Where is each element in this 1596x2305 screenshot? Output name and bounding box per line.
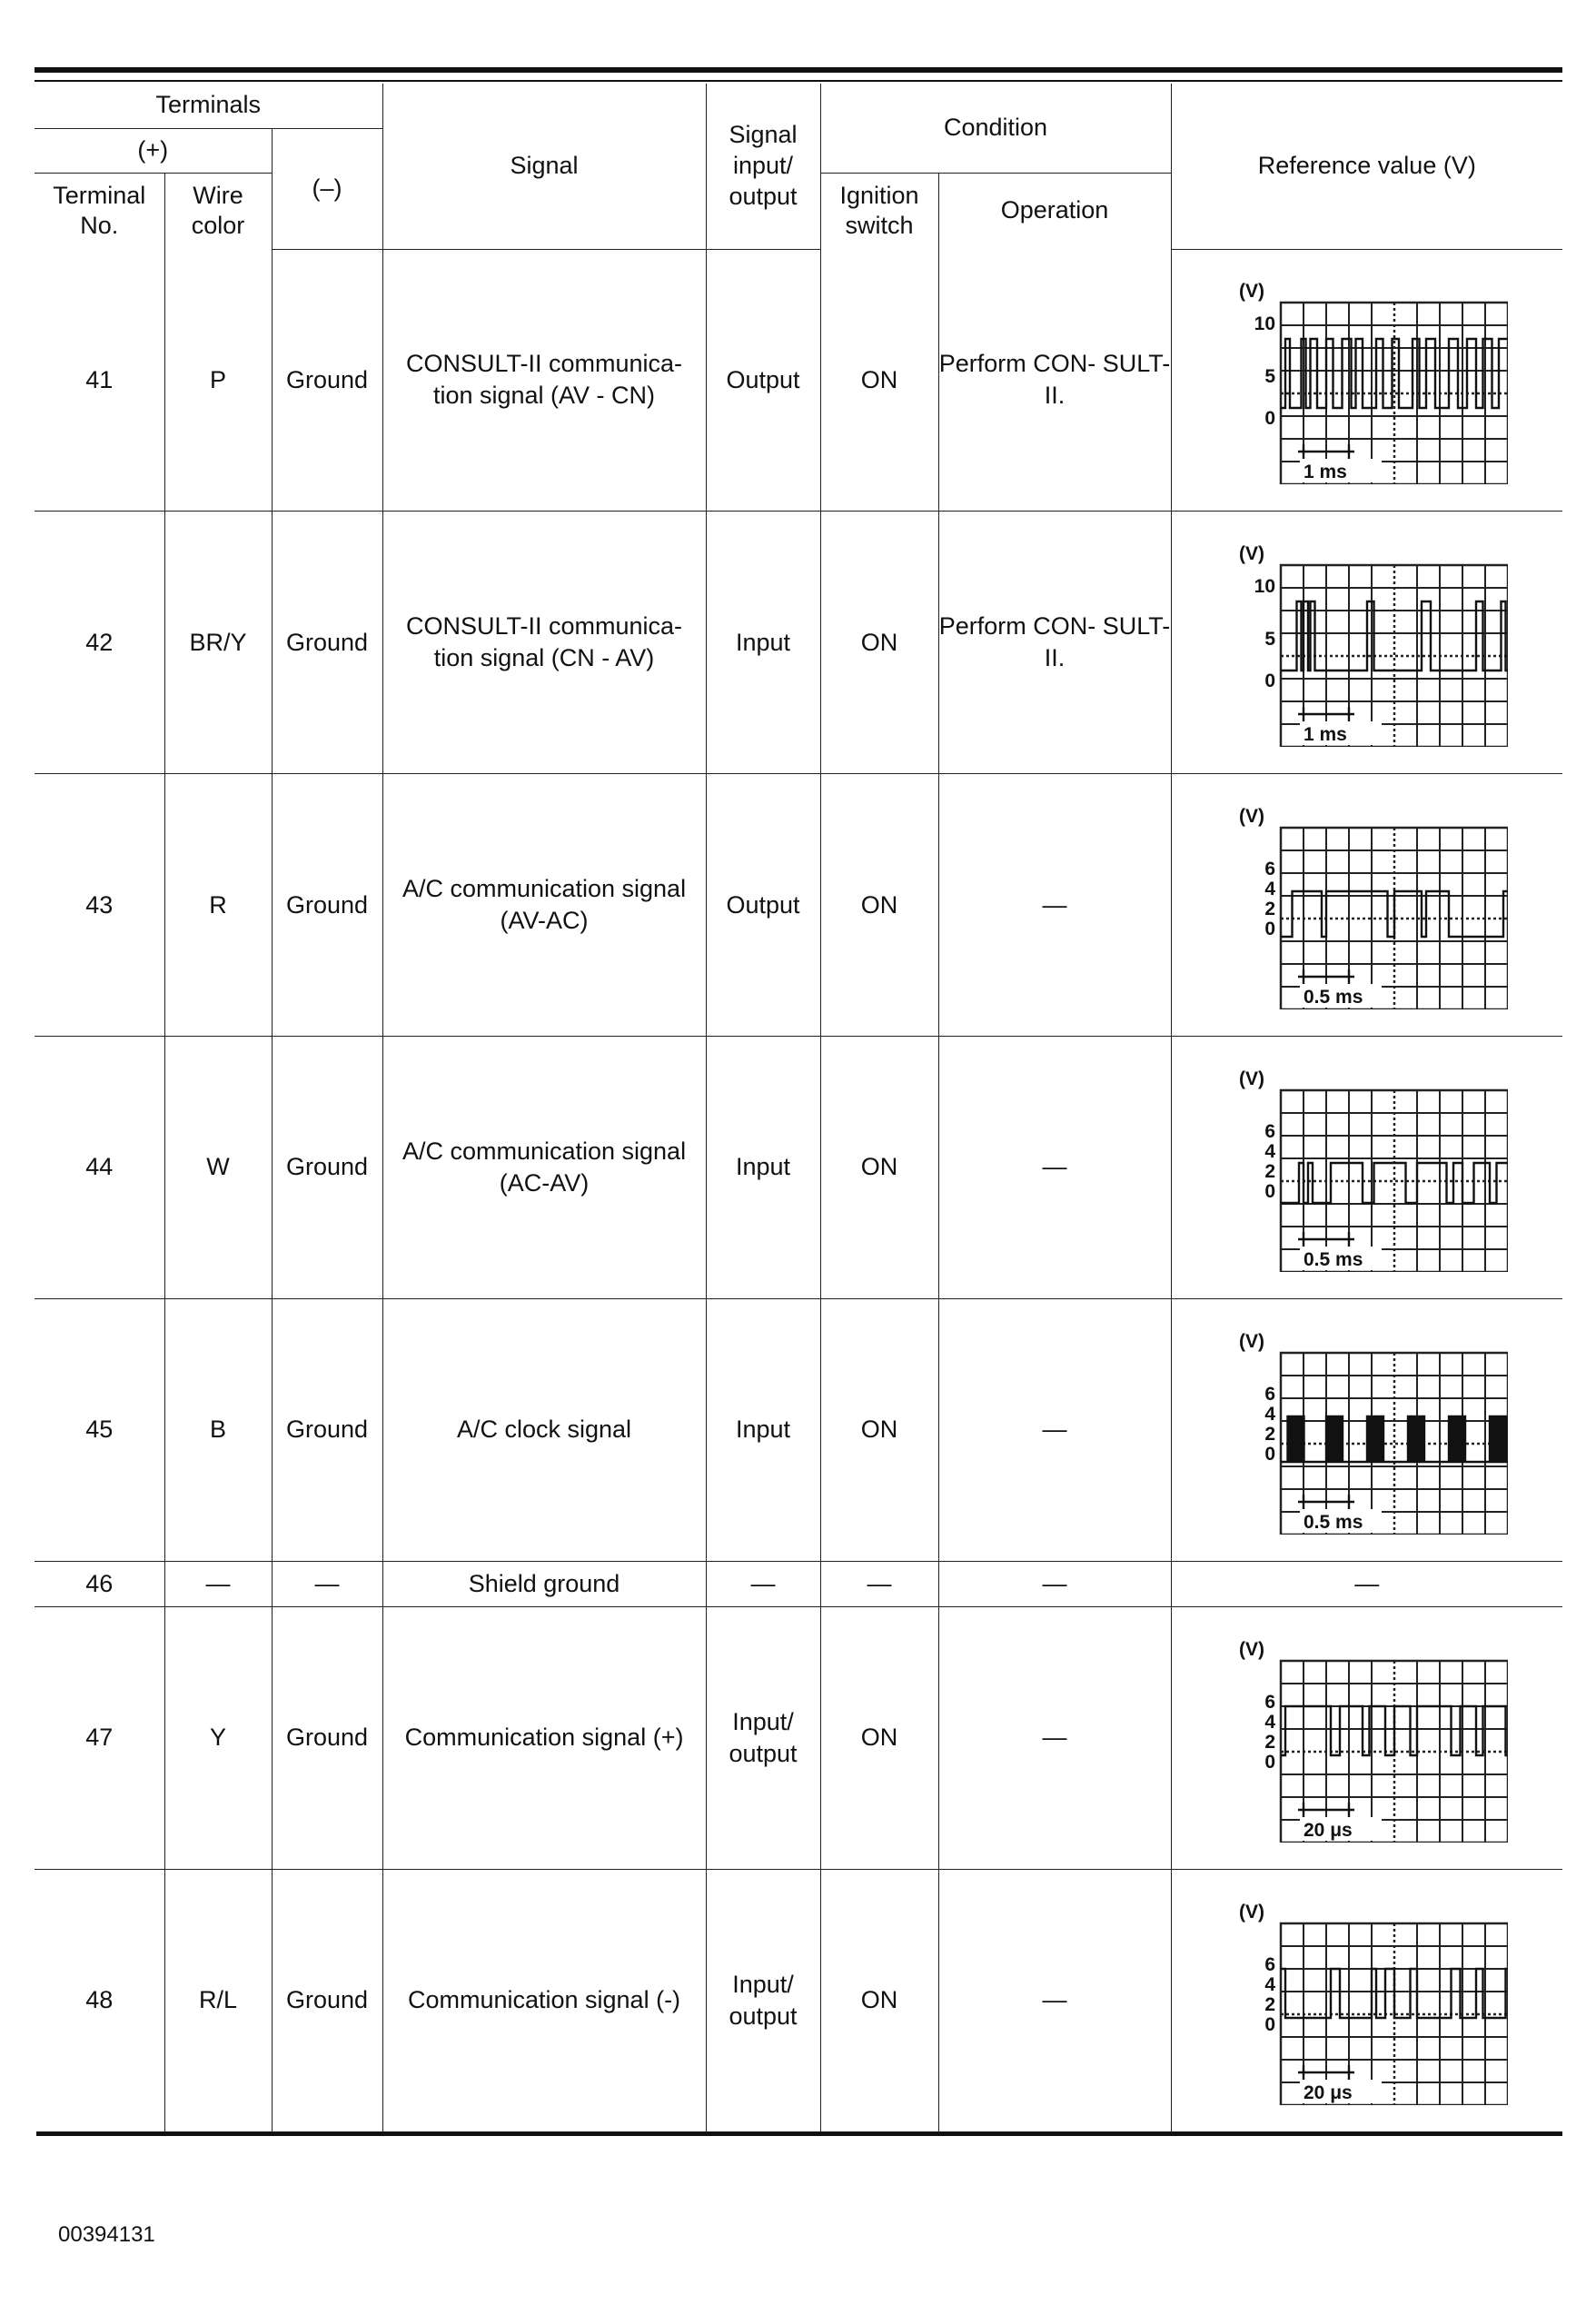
table-row [35,1036,1562,1298]
scope-tick-label: 10 [1254,576,1275,598]
scope-tick-label: 0 [1264,2013,1275,2035]
scope-unit-label: (V) [1238,806,1264,828]
terminal-no-cell [35,1869,164,2131]
scope-unit-label: (V) [1238,1638,1264,1660]
wire-color-cell [164,1036,272,1298]
oscilloscope-waveform-0 [1226,275,1508,484]
signal-io-cell [706,1561,820,1606]
terminal-no-cell-text: 41 [85,365,114,393]
header-plus: (+) [35,128,272,173]
header-terminals: Terminals [35,84,382,128]
header-terminal-no: Terminal No. [35,173,164,249]
signal-io-cell [706,249,820,512]
bottom-rule [36,2131,1562,2136]
ignition-switch-cell-text: ON [860,1986,898,2014]
header-condition: Condition [820,84,1171,173]
ignition-switch-cell [820,1869,938,2131]
document-id: 00394131 [58,2222,155,2247]
ignition-switch-cell [820,512,938,774]
scope-tick-label: 0 [1264,919,1275,940]
terminal-no-cell [35,1606,164,1869]
ignition-switch-cell-text: ON [860,1724,898,1752]
scope-unit-label: (V) [1238,1068,1264,1089]
scope-tick-label: 6 [1264,859,1275,880]
reference-value-cell [1171,512,1562,774]
table-body [35,249,1562,2131]
scope-tick-label: 5 [1264,366,1275,388]
scope-tick-label: 10 [1254,313,1275,335]
table-row [35,249,1562,512]
header-signal-io [706,84,820,249]
scope-tick-label: 6 [1264,1953,1275,1975]
oscilloscope-waveform-4 [1226,1326,1508,1535]
oscilloscope-waveform-1 [1226,538,1508,747]
signal-cell [382,512,706,774]
signal-io-cell-text: — [750,1569,776,1597]
reference-value-cell [1171,1036,1562,1298]
table-row [35,1869,1562,2131]
signal-io-cell [706,1606,820,1869]
oscilloscope-waveform-7 [1226,1896,1508,2105]
minus-terminal-cell-text: Ground [285,890,369,919]
operation-cell-text: — [1042,1416,1067,1444]
operation-cell-text: — [1042,1153,1067,1181]
terminal-no-cell-text: 44 [85,1153,114,1181]
scope-timebase-label: 0.5 ms [1303,987,1363,1008]
operation-cell [938,1606,1171,1869]
wire-color-cell-text: B [209,1416,226,1444]
minus-terminal-cell [272,774,382,1037]
scope-unit-label: (V) [1238,543,1264,565]
scope-tick-label: 0 [1264,1180,1275,1202]
ignition-switch-cell [820,774,938,1037]
minus-terminal-cell [272,1298,382,1561]
reference-value-cell [1171,1298,1562,1561]
terminal-no-cell [35,774,164,1037]
scope-tick-label: 0 [1264,408,1275,430]
terminal-no-cell-text: 47 [85,1724,114,1752]
top-rule-thin [35,80,1562,82]
scope-trace [1281,1416,1508,1462]
scope-timebase-label: 20 μs [1303,2081,1353,2103]
reference-value-cell [1171,774,1562,1037]
operation-cell-text: Perform CON- SULT-II. [938,612,1171,672]
signal-cell [382,249,706,512]
wire-color-cell [164,1561,272,1606]
scope-tick-label: 2 [1264,899,1275,920]
minus-terminal-cell [272,249,382,512]
terminal-no-cell-text: 46 [85,1569,114,1597]
operation-cell-text: — [1042,1569,1067,1597]
minus-terminal-cell [272,1869,382,2131]
scope-unit-label: (V) [1238,281,1264,303]
scope-tick-label: 6 [1264,1383,1275,1405]
operation-cell [938,512,1171,774]
signal-cell-text: CONSULT-II communica- tion signal (AV - CN) [405,350,683,410]
scope-trace [1281,1706,1508,1755]
wire-color-cell [164,512,272,774]
terminal-no-cell-text: 43 [85,890,114,919]
terminal-no-cell [35,249,164,512]
scope-timebase-label: 0.5 ms [1303,1511,1363,1533]
minus-terminal-cell-text: Ground [285,365,369,393]
signal-io-cell-text: Input/ output [729,1707,798,1767]
minus-terminal-cell [272,1606,382,1869]
table-row [35,1606,1562,1869]
minus-terminal-cell-text: Ground [285,1986,369,2014]
ignition-switch-cell-text: ON [860,890,898,919]
ignition-switch-cell [820,1298,938,1561]
signal-cell [382,1036,706,1298]
terminal-no-cell-text: 42 [85,628,114,656]
minus-terminal-cell [272,1036,382,1298]
terminal-no-cell [35,512,164,774]
scope-tick-label: 5 [1264,629,1275,651]
signal-io-cell-text: Input [735,1153,791,1181]
operation-cell [938,1561,1171,1606]
scope-timebase-label: 0.5 ms [1303,1248,1363,1270]
scope-timebase-label: 1 ms [1303,462,1347,483]
signal-io-cell-text: Output [726,365,800,393]
table-row [35,1298,1562,1561]
terminal-no-cell-text: 48 [85,1986,114,2014]
header-ignition-switch: Ignition switch [820,173,938,249]
scope-tick-label: 4 [1264,1973,1275,1995]
signal-cell [382,1869,706,2131]
scope-tick-label: 2 [1264,1160,1275,1182]
terminal-spec-table [35,84,1562,2131]
scope-tick-label: 4 [1264,1140,1275,1162]
table-row [35,1561,1562,1606]
header-signal-io-text: Signal input/ output [729,121,798,210]
scope-tick-label: 4 [1264,1403,1275,1425]
wire-color-cell [164,1606,272,1869]
wire-color-cell-text: R/L [198,1986,238,2014]
signal-io-cell [706,774,820,1037]
signal-io-cell [706,1036,820,1298]
signal-io-cell-text: Input/ output [729,1970,798,2030]
minus-terminal-cell-text: Ground [285,1416,369,1444]
scope-unit-label: (V) [1238,1330,1264,1352]
scope-tick-label: 2 [1264,1731,1275,1753]
wire-color-cell-text: Y [209,1724,226,1752]
signal-cell-text: A/C clock signal [456,1416,632,1444]
wire-color-cell-text: W [206,1153,230,1181]
signal-cell-text: A/C communication signal (AC-AV) [401,1137,687,1197]
wire-color-cell [164,249,272,512]
signal-cell [382,1298,706,1561]
operation-cell-text: — [1042,1986,1067,2014]
ignition-switch-cell [820,1561,938,1606]
scope-tick-label: 0 [1264,1751,1275,1773]
reference-value-text: — [1354,1569,1380,1597]
reference-value-cell [1171,249,1562,512]
oscilloscope-waveform-3 [1226,1063,1508,1272]
scope-tick-label: 0 [1264,671,1275,692]
signal-io-cell [706,1869,820,2131]
signal-cell [382,1606,706,1869]
terminal-no-cell-text: 45 [85,1416,114,1444]
operation-cell [938,1298,1171,1561]
terminal-no-cell [35,1298,164,1561]
wire-color-cell-text: P [209,365,226,393]
operation-cell [938,1036,1171,1298]
signal-io-cell [706,512,820,774]
reference-value-cell [1171,1606,1562,1869]
minus-terminal-cell [272,512,382,774]
scope-unit-label: (V) [1238,1901,1264,1922]
wire-color-cell-text: — [205,1569,231,1597]
ignition-switch-cell [820,1606,938,1869]
operation-cell-text: — [1042,890,1067,919]
operation-cell [938,249,1171,512]
operation-cell [938,1869,1171,2131]
oscilloscope-waveform-2 [1226,800,1508,1009]
minus-terminal-cell-text: — [314,1569,340,1597]
minus-terminal-cell-text: Ground [285,628,369,656]
oscilloscope-waveform-6 [1226,1634,1508,1843]
signal-io-cell-text: Input [735,628,791,656]
signal-cell-text: CONSULT-II communica- tion signal (CN - AV) [405,612,683,672]
operation-cell-text: Perform CON- SULT-II. [938,350,1171,410]
ignition-switch-cell-text: — [867,1569,892,1597]
ignition-switch-cell-text: ON [860,365,898,393]
scope-tick-label: 2 [1264,1423,1275,1445]
signal-io-cell [706,1298,820,1561]
signal-cell [382,1561,706,1606]
ignition-switch-cell-text: ON [860,1416,898,1444]
signal-cell-text: Communication signal (+) [404,1724,684,1752]
table-row [35,774,1562,1037]
scope-trace [1281,1969,1508,2018]
header-wire-color: Wire color [164,173,272,249]
header-minus: (–) [272,128,382,249]
signal-cell [382,774,706,1037]
minus-terminal-cell-text: Ground [285,1724,369,1752]
header-signal: Signal [382,84,706,249]
terminal-no-cell [35,1036,164,1298]
ignition-switch-cell-text: ON [860,628,898,656]
reference-value-cell [1171,1869,1562,2131]
table-row [35,512,1562,774]
wire-color-cell-text: R [209,890,227,919]
operation-cell [938,774,1171,1037]
wire-color-cell [164,1298,272,1561]
signal-io-cell-text: Output [726,890,800,919]
top-rule-thick [35,67,1562,73]
ignition-switch-cell [820,249,938,512]
wire-color-cell [164,1869,272,2131]
signal-cell-text: Shield ground [468,1569,620,1597]
ignition-switch-cell-text: ON [860,1153,898,1181]
wire-color-cell [164,774,272,1037]
scope-tick-label: 0 [1264,1443,1275,1465]
signal-cell-text: Communication signal (-) [407,1986,681,2014]
scope-timebase-label: 1 ms [1303,724,1347,746]
minus-terminal-cell [272,1561,382,1606]
wire-color-cell-text: BR/Y [189,628,247,656]
scope-timebase-label: 20 μs [1303,1819,1353,1841]
ignition-switch-cell [820,1036,938,1298]
scope-tick-label: 6 [1264,1120,1275,1142]
reference-value-cell [1171,1561,1562,1606]
signal-cell-text: A/C communication signal (AV-AC) [401,874,687,935]
scope-tick-label: 2 [1264,1993,1275,2015]
operation-cell-text: — [1042,1724,1067,1752]
header-reference-value: Reference value (V) [1171,84,1562,249]
scope-trace [1281,891,1508,937]
minus-terminal-cell-text: Ground [285,1153,369,1181]
scope-tick-label: 4 [1264,879,1275,900]
header-operation: Operation [938,173,1171,249]
scope-tick-label: 4 [1264,1711,1275,1733]
signal-io-cell-text: Input [735,1416,791,1444]
terminal-no-cell [35,1561,164,1606]
scope-tick-label: 6 [1264,1691,1275,1713]
